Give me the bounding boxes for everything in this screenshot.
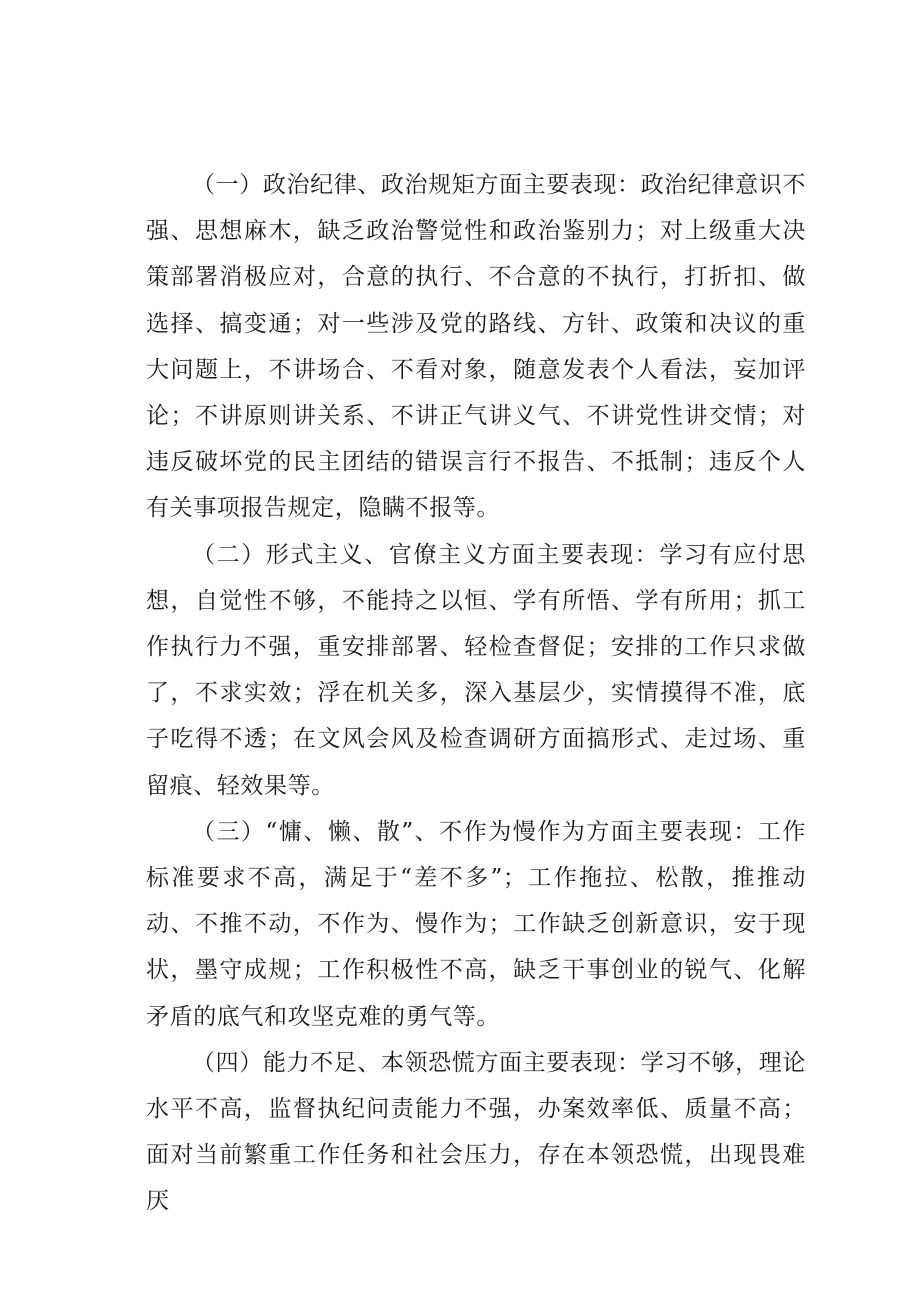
paragraph-laziness-inaction: （三）“慵、懒、散”、不作为慢作为方面主要表现：工作标准要求不高，满足于“差不多”；工作拖拉、松散，推推动动、不推不动，不作为、慢作为；工作缺乏创新意识，安于现状，墨守成规；工作积极性不高，缺乏干事创业的锐气、化解矛盾的底气和攻坚克难的勇气等。	[146, 818, 806, 1030]
paragraph-ability-shortage: （四）能力不足、本领恐慌方面主要表现：学习不够，理论水平不高，监督执纪问责能力不强，办案效率低、质量不高；面对当前繁重工作任务和社会压力，存在本领恐慌，出现畏难厌	[146, 1049, 806, 1215]
paragraph-formalism-bureaucratism: （二）形式主义、官僚主义方面主要表现：学习有应付思想，自觉性不够，不能持之以恒、学有所悟、学有所用；抓工作执行力不强，重安排部署、轻检查督促；安排的工作只求做了，不求实效；浮在机关多，深入基层少，实情摸得不准，底子吃得不透；在文风会风及检查调研方面搞形式、走过场、重留痕、轻效果等。	[146, 541, 806, 799]
paragraph-political-discipline: （一）政治纪律、政治规矩方面主要表现：政治纪律意识不强、思想麻木，缺乏政治警觉性和政治鉴别力；对上级重大决策部署消极应对，合意的执行、不合意的不执行，打折扣、做选择、搞变通；对一些涉及党的路线、方针、政策和决议的重大问题上，不讲场合、不看对象，随意发表个人看法，妄加评论；不讲原则讲关系、不讲正气讲义气、不讲党性讲交情；对违反破坏党的民主团结的错误言行不报告、不抵制；违反个人有关事项报告规定，隐瞒不报等。	[146, 172, 806, 522]
document-body	[146, 162, 806, 1225]
